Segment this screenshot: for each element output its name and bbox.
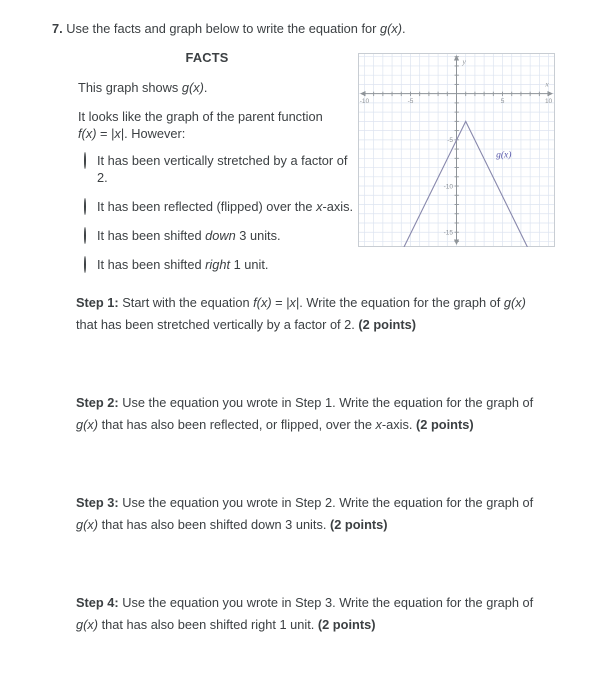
function-graph [358,53,555,247]
step-1-text: Step 1: Start with the equation f(x) = |x|. Write the equation for the graph of g(x) that has been stretched vertically by a factor of 2. (2 points) [76,295,526,332]
svg-text:x: x [545,79,549,89]
circle-bullet-icon [84,198,86,215]
sub-fact-text: It has been vertically stretched by a factor of 2. [97,153,348,185]
circle-bullet-icon [84,256,86,273]
fact-item [58,108,368,142]
facts-list [58,79,368,285]
fact-item [58,79,368,96]
fact-text: This graph shows g(x). [78,80,208,95]
bullet-cell [58,108,78,142]
step-4-text: Step 4: Use the equation you wrote in Step 3. Write the equation for the graph of g(x) that has also been shifted right 1 unit. (2 points) [76,595,534,632]
circle-bullet-icon [84,152,86,169]
sub-facts-list [84,152,368,273]
sub-fact-item [84,198,368,215]
sub-fact-item [84,152,368,186]
bullet-cell [84,227,97,244]
bullet-cell [84,198,97,215]
bullet-cell [84,256,97,273]
svg-text:-10: -10 [443,183,453,191]
bullet-cell [58,79,78,96]
bullet-cell [84,152,97,186]
step-2-text: Step 2: Use the equation you wrote in Step 1. Write the equation for the graph of g(x) that has also been reflected, or flipped, over the x-axis. (2 points) [76,395,534,432]
facts-heading: FACTS [185,50,229,65]
svg-text:5: 5 [500,98,505,106]
sub-fact-text: It has been shifted down 3 units. [97,228,281,243]
svg-text:g(x): g(x) [496,150,512,161]
svg-text:y: y [462,57,466,66]
svg-text:-5: -5 [407,98,414,106]
sub-fact-text: It has been shifted right 1 unit. [97,257,269,272]
sub-fact-item [84,256,368,273]
steps-section [76,292,568,692]
circle-bullet-icon [84,227,86,244]
sub-fact-text: It has been reflected (flipped) over the x-axis. [97,199,354,214]
svg-text:10: 10 [544,98,553,106]
question-title: 7. Use the facts and graph below to write the equation for g(x). [52,21,406,36]
fact-text: It looks like the graph of the parent function f(x) = |x|. However: [78,109,323,141]
svg-text:-10: -10 [359,98,370,106]
svg-text:-15: -15 [443,229,453,237]
graph-canvas [358,53,555,247]
step-3-text: Step 3: Use the equation you wrote in Step 2. Write the equation for the graph of g(x) that has also been shifted down 3 units. (2 points) [76,495,534,532]
sub-fact-item [84,227,368,244]
svg-text:-5: -5 [447,137,453,145]
